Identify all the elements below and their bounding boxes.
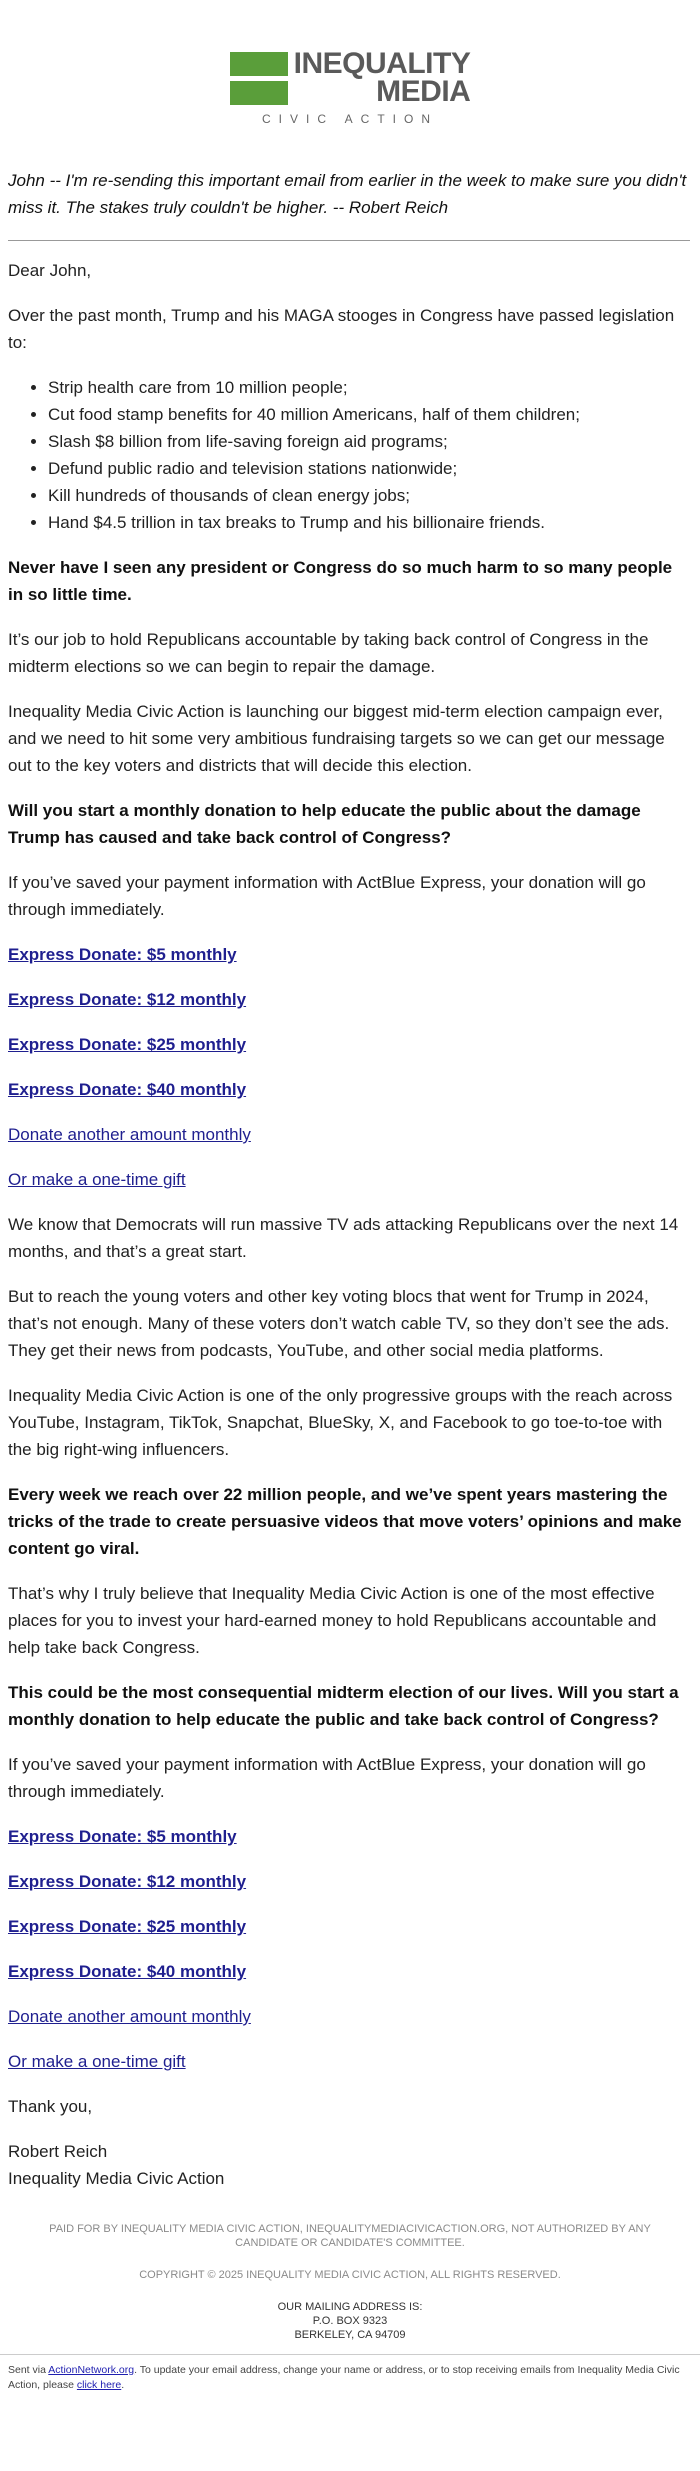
paragraph-actblue-2: If you’ve saved your payment information with ActBlue Express, your donation will go through immediately. bbox=[8, 1755, 646, 1801]
express-donate-12-link[interactable]: Express Donate: $12 monthly bbox=[8, 990, 247, 1009]
city-state-zip: BERKELEY, CA 94709 bbox=[294, 2329, 406, 2341]
paragraph-tv-ads: We know that Democrats will run massive TV ads attacking Republicans over the next 14 months, and that’s a great start. bbox=[8, 1215, 679, 1261]
express-donate-5-link-2[interactable]: Express Donate: $5 monthly bbox=[8, 1827, 237, 1846]
express-donate-40-link-2[interactable]: Express Donate: $40 monthly bbox=[8, 1962, 247, 1981]
message-content bbox=[0, 167, 700, 2192]
express-donate-40-link[interactable]: Express Donate: $40 monthly bbox=[8, 1080, 247, 1099]
unsubscribe-bar: Sent via ActionNetwork.org. To update your email address, change your name or address, or to stop receiving emails from Inequality Media Civic Action, please click here. bbox=[0, 2354, 700, 2403]
bold-ask-monthly: Will you start a monthly donation to help educate the public about the damage Trump has caused and take back control of Congress? bbox=[8, 801, 641, 847]
express-donate-12-link-2[interactable]: Express Donate: $12 monthly bbox=[8, 1872, 247, 1891]
mailing-address bbox=[40, 2300, 660, 2342]
logo-bars-icon bbox=[230, 52, 288, 105]
logo-mark bbox=[230, 47, 471, 108]
bold-statement-harm: Never have I seen any president or Congress do so much harm to so many people in so little time. bbox=[8, 558, 673, 604]
list-item: • Kill hundreds of thousands of clean energy jobs; bbox=[48, 482, 690, 509]
paragraph-actblue: If you’ve saved your payment information with ActBlue Express, your donation will go through immediately. bbox=[8, 873, 646, 919]
express-donate-25-link-2[interactable]: Express Donate: $25 monthly bbox=[8, 1917, 247, 1936]
bold-ask-consequential: This could be the most consequential midterm election of our lives. Will you start a monthly donation to help educate the public and take back control of Congress? bbox=[8, 1683, 679, 1729]
signature bbox=[8, 2093, 690, 2192]
one-time-gift-link-2[interactable]: Or make a one-time gift bbox=[8, 2052, 186, 2071]
logo-word-media: MEDIA bbox=[376, 75, 471, 108]
paragraph-reach: Inequality Media Civic Action is one of the only progressive groups with the reach across YouTube, Instagram, TikTok, Snapchat, BlueSky, X, and Facebook to go toe-to-toe with the big right-wing influencers. bbox=[8, 1386, 673, 1459]
list-item: • Slash $8 billion from life-saving foreign aid programs; bbox=[48, 428, 690, 455]
logo-bar-bottom bbox=[230, 81, 288, 105]
list-item: • Strip health care from 10 million people; bbox=[48, 374, 690, 401]
logo bbox=[0, 0, 700, 142]
resend-note: John -- I'm re-sending this important email from earlier in the week to make sure you didn't miss it. The stakes truly couldn't be higher. -- Robert Reich bbox=[8, 171, 687, 217]
logo-bar-top bbox=[230, 52, 288, 76]
paragraph-young-voters: But to reach the young voters and other key voting blocs that went for Trump in 2024, that’s not enough. Many of these voters don’t watch cable TV, so they don’t see the ads. They get their news from podcasts, YouTube, and other social media platforms. bbox=[8, 1287, 670, 1360]
list-item: • Cut food stamp benefits for 40 million Americans, half of them children; bbox=[48, 401, 690, 428]
signature-name: Robert Reich bbox=[8, 2142, 108, 2161]
donate-other-amount-link[interactable]: Donate another amount monthly bbox=[8, 1125, 251, 1144]
logo-subtitle: CIVIC ACTION bbox=[261, 112, 438, 126]
po-box: P.O. BOX 9323 bbox=[312, 2315, 388, 2327]
express-donate-25-link[interactable]: Express Donate: $25 monthly bbox=[8, 1035, 247, 1054]
greeting: Dear John, bbox=[8, 261, 92, 280]
one-time-gift-link[interactable]: Or make a one-time gift bbox=[8, 1170, 186, 1189]
footer bbox=[0, 2192, 700, 2342]
thank-you: Thank you, bbox=[8, 2097, 93, 2116]
mailing-label: OUR MAILING ADDRESS IS: bbox=[277, 2301, 423, 2313]
paid-for-disclaimer: PAID FOR BY INEQUALITY MEDIA CIVIC ACTION, INEQUALITYMEDIACIVICACTION.ORG, NOT AUTHORIZED BY ANY CANDIDATE OR CANDIDATE'S COMMITTEE. bbox=[49, 2223, 651, 2249]
logo-wordmark bbox=[293, 47, 471, 108]
paragraph-campaign: Inequality Media Civic Action is launching our biggest mid-term election campaign ever, and we need to hit some very ambitious fundraising targets so we can get our message out to the key voters and districts that will decide this election. bbox=[8, 702, 665, 775]
bold-statement-reach: Every week we reach over 22 million people, and we’ve spent years mastering the tricks of the trade to create persuasive videos that move voters’ opinions and make content go viral. bbox=[8, 1485, 682, 1558]
actionnetwork-link[interactable]: ActionNetwork.org bbox=[48, 2364, 135, 2376]
list-item: • Defund public radio and television stations nationwide; bbox=[48, 455, 690, 482]
list-item: • Hand $4.5 trillion in tax breaks to Trump and his billionaire friends. bbox=[48, 509, 690, 536]
divider bbox=[8, 240, 690, 241]
paragraph-accountable: It’s our job to hold Republicans accountable by taking back control of Congress in the midterm elections so we can begin to repair the damage. bbox=[8, 630, 649, 676]
unsubscribe-click-here-link[interactable]: click here bbox=[76, 2379, 122, 2391]
copyright: COPYRIGHT © 2025 INEQUALITY MEDIA CIVIC ACTION, ALL RIGHTS RESERVED. bbox=[139, 2269, 561, 2281]
legislation-list bbox=[8, 374, 690, 536]
paragraph-effective: That’s why I truly believe that Inequality Media Civic Action is one of the most effective places for you to invest your hard-earned money to hold Republicans accountable and help take back Congress. bbox=[8, 1584, 657, 1657]
paragraph-legislation-intro: Over the past month, Trump and his MAGA stooges in Congress have passed legislation to: bbox=[8, 306, 675, 352]
signature-org: Inequality Media Civic Action bbox=[8, 2169, 225, 2188]
logo-word-inequality: INEQUALITY bbox=[293, 47, 471, 80]
donate-other-amount-link-2[interactable]: Donate another amount monthly bbox=[8, 2007, 251, 2026]
express-donate-5-link[interactable]: Express Donate: $5 monthly bbox=[8, 945, 237, 964]
